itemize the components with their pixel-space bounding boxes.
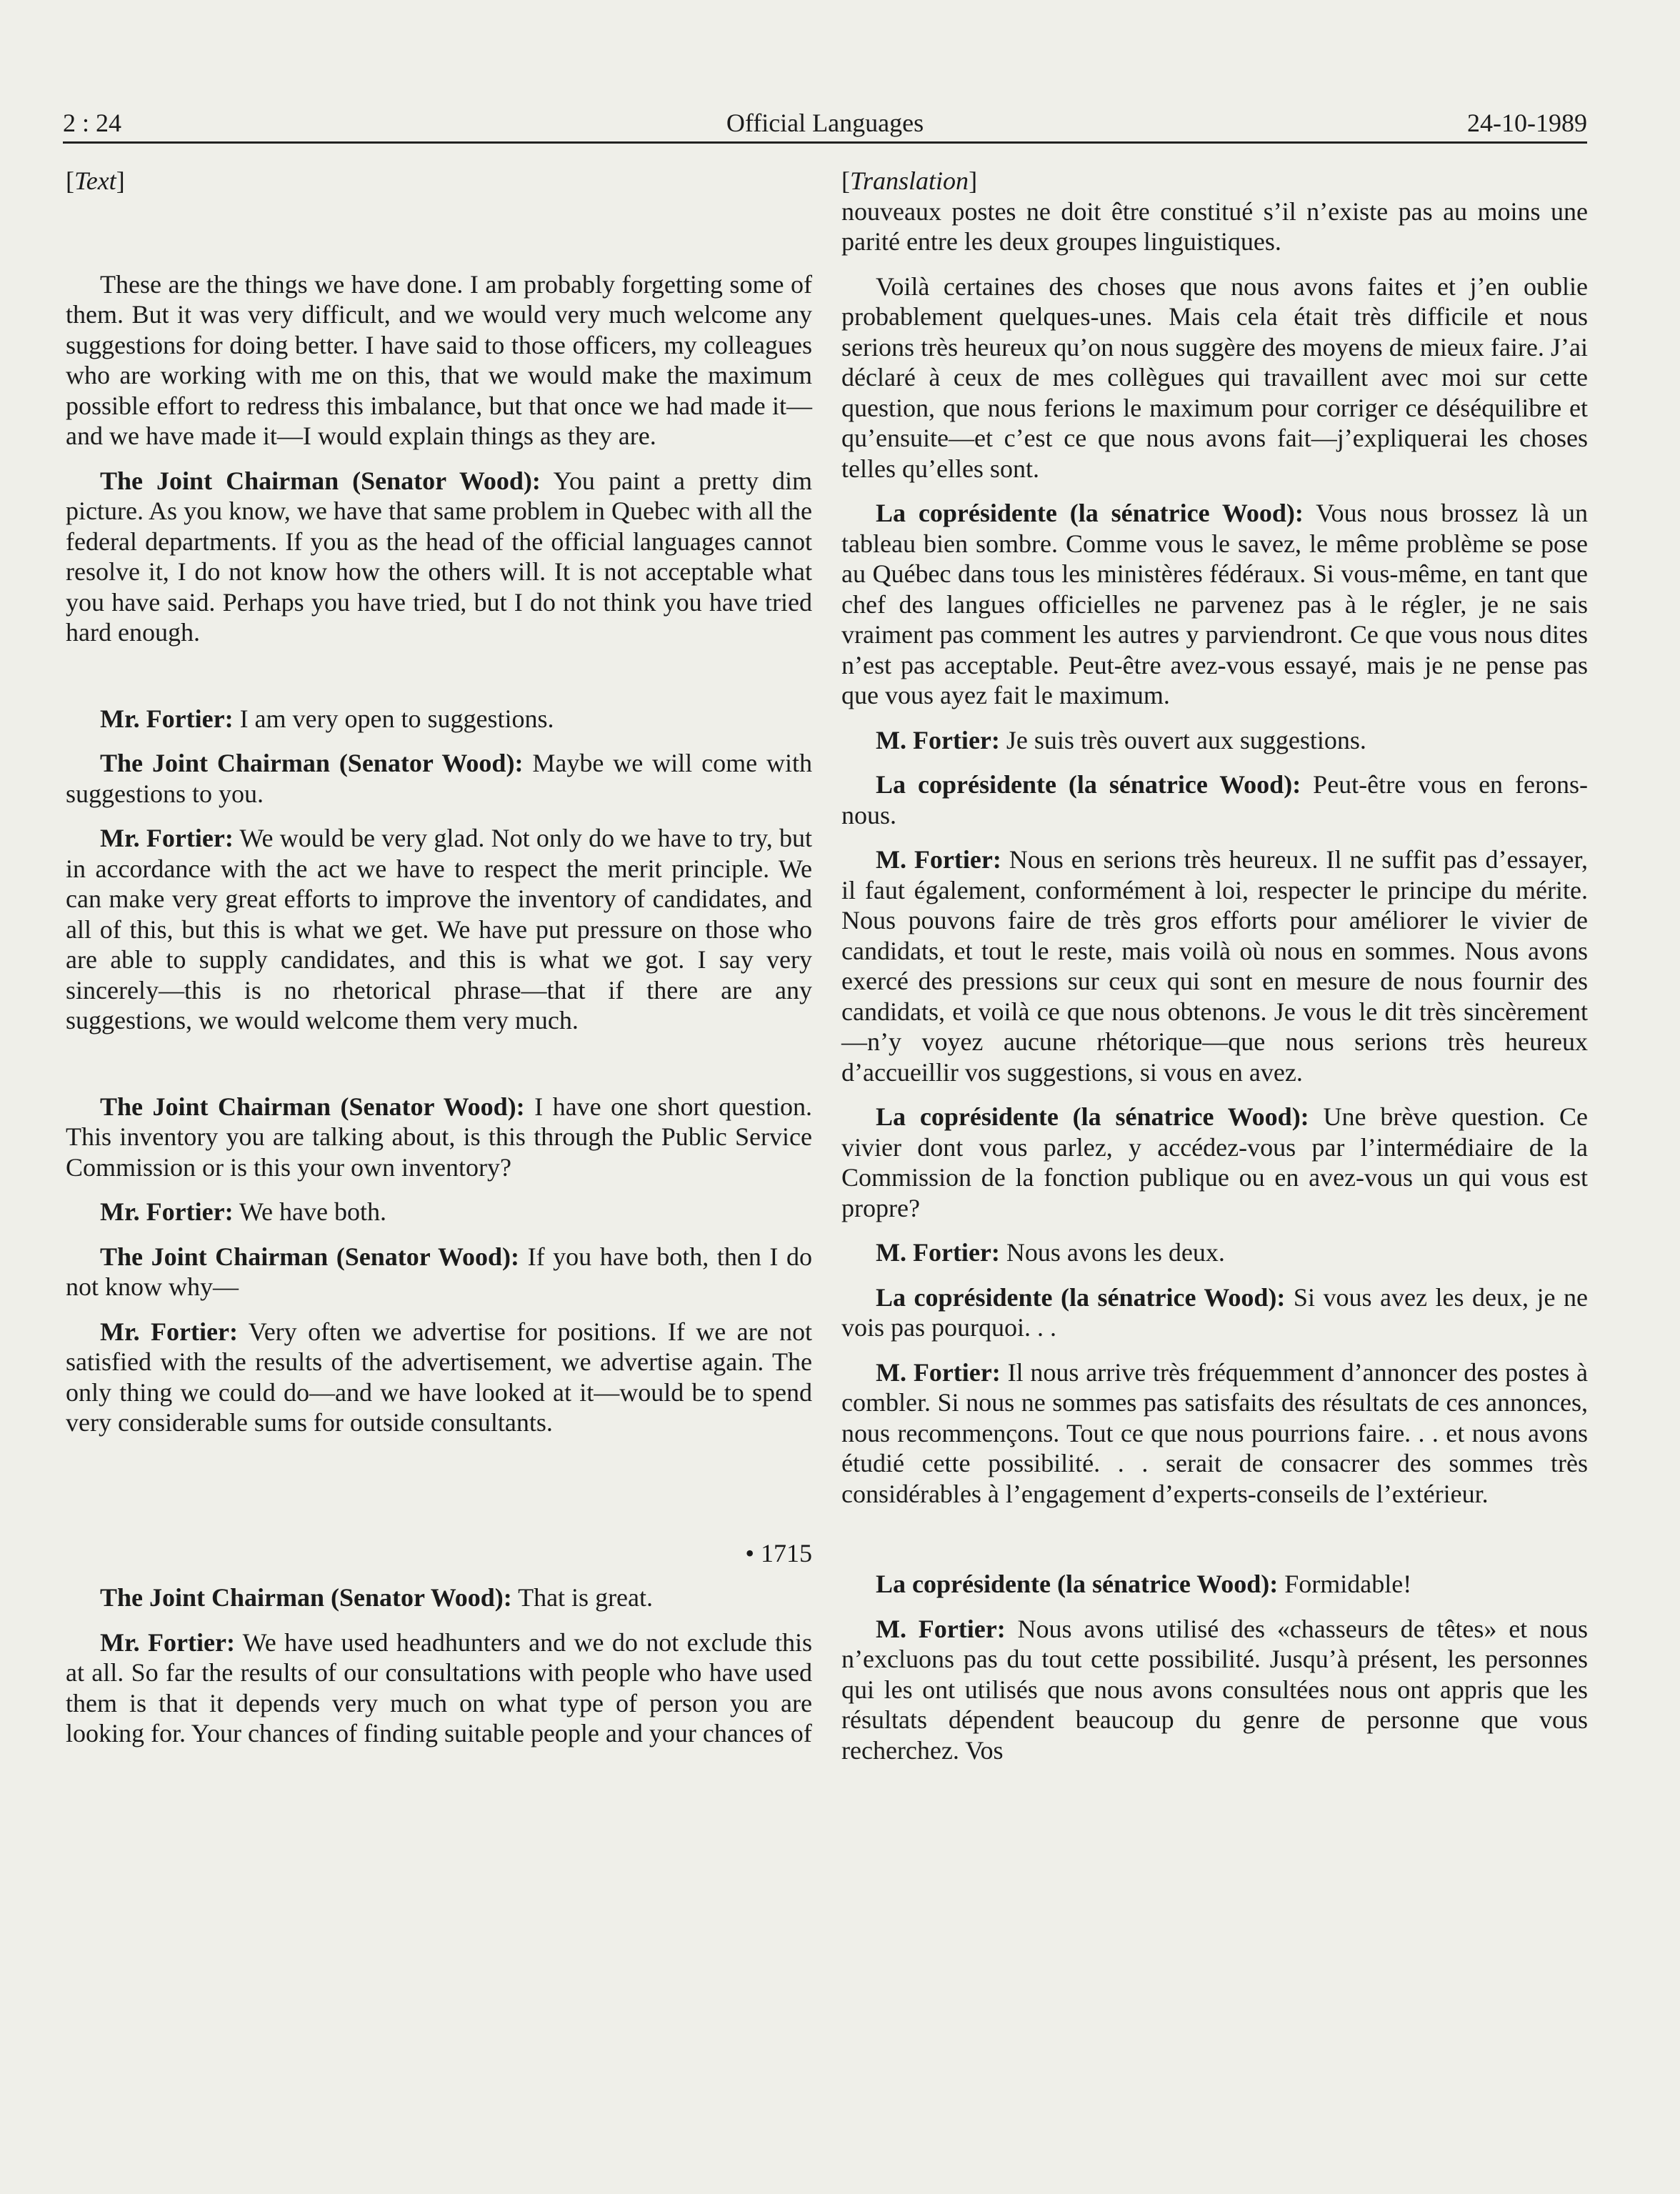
speaker-name: M. Fortier: bbox=[876, 1357, 1001, 1387]
paragraph: M. Fortier: Nous en serions très heureux. Il ne suffit pas d’essayer, il faut également, conformément à loi, respecter le principe du mérite. Nous pouvons faire de très gros efforts pour améliorer le vivier de candidats, et tout le reste, mais voilà où nous en sommes. Nous avons exercé des pressions sur ceux qui sont en mesure de nous fournir des candidats, et voilà ce que nous obtenons. Je vous le dit très sincèrement—n’y voyez aucune rhétorique—que nous serions très heureux d’accueillir vos suggestions, si vous en avez. bbox=[841, 845, 1589, 1087]
page-header bbox=[63, 102, 1587, 144]
speaker-name: La coprésidente (la sénatrice Wood): bbox=[876, 1282, 1286, 1312]
speaker-name: Mr. Fortier: bbox=[100, 704, 234, 733]
column-tag: [Text] bbox=[66, 166, 125, 195]
paragraph: nouveaux postes ne doit être constitué s’il n’existe pas au moins une parité entre les deux groupes linguistiques. bbox=[841, 196, 1588, 256]
paragraph: The Joint Chairman (Senator Wood): If you have both, then I do not know why— bbox=[66, 1242, 812, 1301]
speaker-name: M. Fortier: bbox=[876, 845, 1001, 874]
paragraph: La coprésidente (la sénatrice Wood): Formidable! bbox=[876, 1570, 1412, 1598]
paragraph: M. Fortier: Il nous arrive très fréquemment d’annoncer des postes à combler. Si nous ne sommes pas satisfaits des résultats de ces annonces, nous recommençons. Tout ce que nous pourrions faire. . . et nous avons étudié cette possibilité. . . serait de consacrer des sommes très considérables à l’engagement d’experts-conseils de l’extérieur. bbox=[841, 1357, 1588, 1508]
paragraph: Mr. Fortier: I am very open to suggestions. bbox=[100, 704, 554, 733]
english-column bbox=[66, 166, 812, 1763]
header-rule bbox=[63, 141, 1587, 144]
paragraph: M. Fortier: Nous avons utilisé des «chasseurs de têtes» et nous n’excluons pas du tout cette possibilité. Jusqu’à présent, les personnes qui les ont utilisés que nous avons consultées nous ont appris que les résultats dépendent beaucoup du genre de personne que vous recherchez. Vos bbox=[841, 1614, 1589, 1765]
page-number: 2 : 24 bbox=[63, 109, 122, 137]
paragraph: La coprésidente (la sénatrice Wood): Peut-être vous en ferons-nous. bbox=[841, 770, 1588, 829]
speaker-name: M. Fortier: bbox=[876, 1614, 1006, 1643]
paragraph: La coprésidente (la sénatrice Wood): Une brève question. Ce vivier dont vous parlez, y accédez-vous par l’intermédiaire de la Commission de la fonction publique ou en avez-vous un qui vous est propre? bbox=[841, 1102, 1588, 1222]
paragraph: The Joint Chairman (Senator Wood): You paint a pretty dim picture. As you know, we have that same problem in Quebec with all the federal departments. If you as the head of the official languages cannot resolve it, I do not know how the others will. It is not acceptable what you have said. Perhaps you have tried, but I do not think you have tried hard enough. bbox=[66, 466, 812, 647]
speaker-name: Mr. Fortier: bbox=[100, 1197, 234, 1226]
paragraph: Mr. Fortier: We have both. bbox=[100, 1197, 386, 1226]
paragraph: M. Fortier: Nous avons les deux. bbox=[876, 1238, 1225, 1267]
french-column bbox=[841, 166, 1588, 1780]
paragraph: These are the things we have done. I am probably forgetting some of them. But it was very difficult, and we would very much welcome any suggestions for doing better. I have said to those officers, my colleagues who are working with me on this, that we would make the maximum possible effort to redress this imbalance, but that once we had made it—and we have made it—I would explain things as they are. bbox=[66, 269, 812, 450]
speaker-name: The Joint Chairman (Senator Wood): bbox=[100, 466, 541, 495]
speaker-name: Mr. Fortier: bbox=[100, 1627, 235, 1657]
page-title: Official Languages bbox=[726, 109, 924, 137]
paragraph: La coprésidente (la sénatrice Wood): Si vous avez les deux, je ne vois pas pourquoi. . . bbox=[841, 1282, 1588, 1342]
paragraph: Voilà certaines des choses que nous avons faites et j’en oublie probablement quelques-unes. Mais cela était très difficile et nous serions très heureux qu’on nous suggère des moyens de mieux faire. J’ai déclaré à ceux de mes collègues qui travaillent avec moi sur cette question, que nous ferions le maximum pour corriger ce déséquilibre et qu’ensuite—et c’est ce que nous avons fait—j’expliquerai les choses telles qu’elles sont. bbox=[841, 271, 1588, 483]
paragraph: Mr. Fortier: We would be very glad. Not only do we have to try, but in accordance with the act we have to respect the merit principle. We can make very great efforts to improve the inventory of candidates, and all of this, but this is what we get. We have put pressure on those who are able to supply candidates, and this is what we got. I say very sincerely—this is no rhetorical phrase—that if there are any suggestions, we would welcome them very much. bbox=[66, 824, 812, 1034]
speaker-name: M. Fortier: bbox=[876, 725, 1000, 754]
paragraph: The Joint Chairman (Senator Wood): I have one short question. This inventory you are talking about, is this through the Public Service Commission or is this your own inventory? bbox=[66, 1092, 812, 1182]
column-tag: [Translation] bbox=[841, 166, 978, 195]
speaker-name: The Joint Chairman (Senator Wood): bbox=[100, 1242, 520, 1271]
speaker-name: Mr. Fortier: bbox=[100, 824, 234, 852]
speaker-name: Mr. Fortier: bbox=[100, 1317, 238, 1346]
speaker-name: M. Fortier: bbox=[876, 1238, 1000, 1267]
paragraph: The Joint Chairman (Senator Wood): That is great. bbox=[100, 1583, 654, 1612]
paragraph: M. Fortier: Je suis très ouvert aux suggestions. bbox=[876, 725, 1366, 754]
paragraph: Mr. Fortier: Very often we advertise for positions. If we are not satisfied with the results of the advertisement, we advertise again. The only thing we could do—and we have looked at it—would be to spend very considerable sums for outside consultants. bbox=[66, 1317, 812, 1437]
speaker-name: La coprésidente (la sénatrice Wood): bbox=[876, 1102, 1309, 1131]
page-date: 24-10-1989 bbox=[1467, 109, 1587, 137]
speaker-name: La coprésidente (la sénatrice Wood): bbox=[876, 770, 1301, 799]
speaker-name: The Joint Chairman (Senator Wood): bbox=[100, 1092, 525, 1121]
timestamp: • 1715 bbox=[745, 1538, 812, 1567]
paragraph: The Joint Chairman (Senator Wood): Maybe we will come with suggestions to you. bbox=[66, 749, 812, 808]
speaker-name: The Joint Chairman (Senator Wood): bbox=[100, 1583, 512, 1612]
speaker-name: The Joint Chairman (Senator Wood): bbox=[100, 749, 524, 777]
paragraph: Mr. Fortier: We have used headhunters and we do not exclude this at all. So far the results of our consultations with people who have used them is that it depends very much on what type of person you are looking for. Your chances of finding suitable people and your chances of bbox=[66, 1627, 813, 1747]
paragraph: La coprésidente (la sénatrice Wood): Vous nous brossez là un tableau bien sombre. Comme vous le savez, le même problème se pose au Québec dans tous les ministères fédéraux. Si vous-même, en tant que chef des langues officielles ne parvenez pas à le régler, je ne sais vraiment pas comment les autres y parviendront. Ce que vous nous dites n’est pas acceptable. Peut-être avez-vous essayé, mais je ne pense pas que vous ayez fait le maximum. bbox=[841, 499, 1588, 709]
speaker-name: La coprésidente (la sénatrice Wood): bbox=[876, 499, 1304, 527]
speaker-name: La coprésidente (la sénatrice Wood): bbox=[876, 1570, 1279, 1598]
